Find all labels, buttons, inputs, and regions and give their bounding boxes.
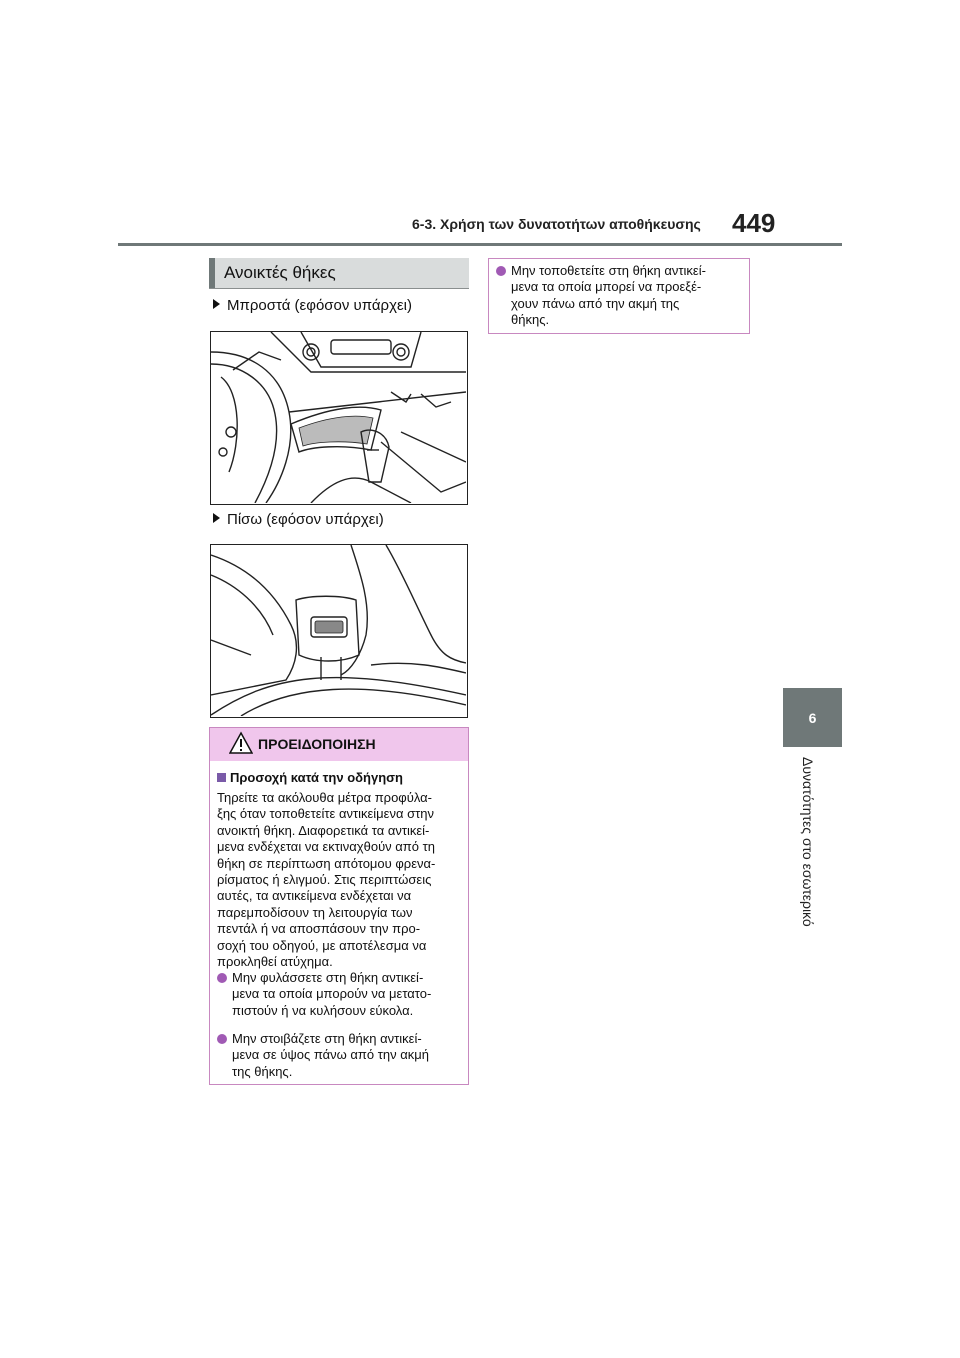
section-heading <box>209 258 469 289</box>
warning-subtitle-text: Προσοχή κατά την οδήγηση <box>230 770 403 785</box>
text-line: παρεμποδίσουν τη λειτουργία των <box>217 904 413 920</box>
text-line: της θήκης. <box>232 1063 293 1079</box>
warning-subtitle <box>217 770 403 785</box>
heading-accent-bar <box>209 258 215 288</box>
text-line: μενα σε ύψος πάνω από την ακμή <box>232 1047 429 1063</box>
text-line: θήκη σε περίπτωση απότομου φρενα- <box>217 855 436 871</box>
warning-triangle-icon <box>229 731 253 755</box>
text-line: πεντάλ ή να αποσπάσουν την προ- <box>217 921 421 937</box>
note-bullet <box>496 263 742 329</box>
text-line: σοχή του οδηγού, με αποτέλεσμα να <box>217 937 427 953</box>
triangle-bullet-icon <box>213 299 220 309</box>
text-line: ρίσματος ή ελιγμού. Στις περιπτώσεις <box>217 872 432 888</box>
text-line: χουν πάνω από την ακμή της <box>511 295 680 311</box>
text-line: ξης όταν τοποθετείτε αντικείμενα στην <box>217 806 434 822</box>
text-line: μενα τα οποία μπορεί να προεξέ- <box>511 279 702 295</box>
triangle-bullet-icon <box>213 513 220 523</box>
circle-bullet-icon <box>217 973 227 983</box>
front-console-drawing <box>211 332 466 503</box>
text-line: θήκης. <box>511 312 550 328</box>
text-line: προκληθεί ατύχημα. <box>217 954 333 970</box>
rear-console-drawing <box>211 545 466 716</box>
text-line: ανοικτή θήκη. Διαφορετικά τα αντικεί- <box>217 822 430 838</box>
page-number: 449 <box>732 208 776 238</box>
warning-header <box>210 728 468 761</box>
chapter-tab: 6 <box>783 688 842 747</box>
text-line: μενα ενδέχεται να εκτιναχθούν από τη <box>217 839 435 855</box>
text-line: αυτές, τα αντικείμενα ενδέχεται να <box>217 888 412 904</box>
chapter-title-vertical: Δυνατότητες στο εσωτερικό <box>800 757 816 927</box>
text-line: Μην στοιβάζετε στη θήκη αντικεί- <box>232 1031 422 1046</box>
section-heading-text: Ανοικτές θήκες <box>224 263 336 282</box>
circle-bullet-icon <box>496 266 506 276</box>
caption-rear-text: Πίσω (εφόσον υπάρχει) <box>227 511 384 528</box>
text-line: Τηρείτε τα ακόλουθα μέτρα προφύλα- <box>217 790 432 805</box>
text-line: μενα τα οποία μπορούν να μετατο- <box>232 986 432 1002</box>
circle-bullet-icon <box>217 1034 227 1044</box>
rear-tray-illustration <box>210 544 468 718</box>
caution-note-box <box>488 258 750 334</box>
caption-rear <box>213 511 384 528</box>
warning-bullet-1 <box>217 970 463 1019</box>
running-header-section: 6-3. Χρήση των δυνατοτήτων αποθήκευσης <box>412 216 701 232</box>
caption-front-text: Μπροστά (εφόσον υπάρχει) <box>227 297 412 314</box>
warning-paragraph <box>217 790 463 970</box>
caption-front <box>213 297 412 314</box>
square-bullet-icon <box>217 773 226 782</box>
warning-box <box>209 727 469 1085</box>
text-line: Μην τοποθετείτε στη θήκη αντικεί- <box>511 263 706 278</box>
warning-title: ΠΡΟΕΙΔΟΠΟΙΗΣΗ <box>258 736 376 752</box>
text-line: πιστούν ή να κυλήσουν εύκολα. <box>232 1002 414 1018</box>
warning-bullet-2 <box>217 1031 463 1080</box>
text-line: Μην φυλάσσετε στη θήκη αντικεί- <box>232 970 424 985</box>
front-tray-illustration <box>210 331 468 505</box>
header-rule <box>118 243 842 246</box>
